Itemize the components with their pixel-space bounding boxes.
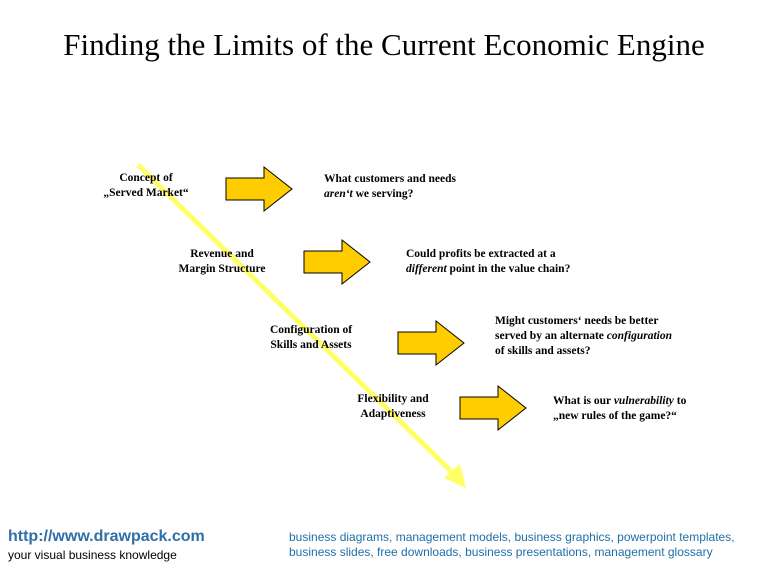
drawpack-link[interactable]: http://www.drawpack.com: [8, 528, 205, 545]
question-vulnerability: What is our vulnerability to „new rules of the game?“: [553, 395, 687, 422]
stage-label-served-market: Concept of „Served Market“: [103, 172, 189, 199]
block-arrow-4: [460, 386, 526, 430]
block-arrow-1: [226, 167, 292, 211]
page-title: Finding the Limits of the Current Economic Engine: [63, 27, 705, 62]
diagonal-arrow-line: [138, 165, 456, 476]
question-value-chain: Could profits be extracted at a different point in the value chain?: [406, 248, 571, 275]
block-arrow-2: [304, 240, 370, 284]
stage-label-revenue-margin: Revenue and Margin Structure: [178, 248, 266, 275]
question-unserved-customers: What customers and needs aren‘t we serving?: [324, 173, 456, 200]
block-arrow-3: [398, 321, 464, 365]
stage-label-flexibility: Flexibility and Adaptiveness: [357, 393, 429, 420]
stage-label-skills-assets: Configuration of Skills and Assets: [269, 324, 353, 351]
footer-tagline: your visual business knowledge: [8, 548, 177, 562]
footer-keywords: business diagrams, management models, business graphics, powerpoint templates, business slides, free downloads, business presentations, management glossary: [289, 530, 735, 559]
question-alternate-configuration: Might customers‘ needs be better served by an alternate configuration of skills and assets?: [495, 315, 672, 357]
